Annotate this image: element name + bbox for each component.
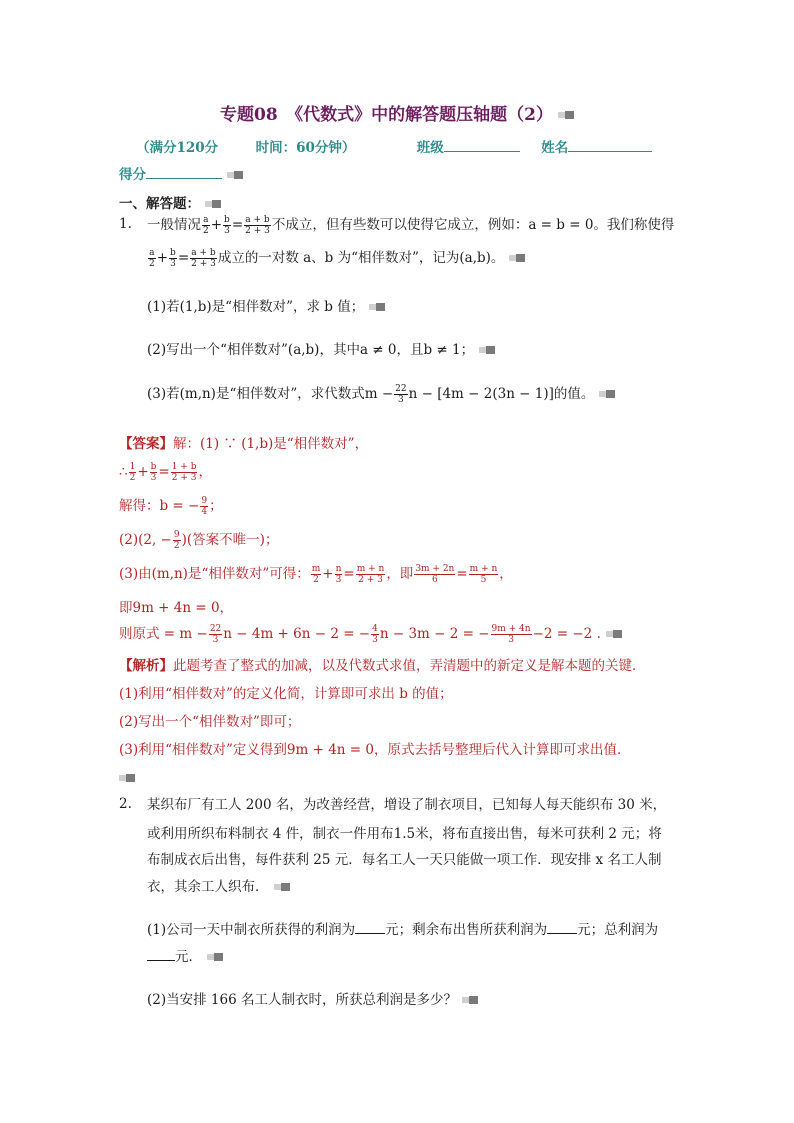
analysis1-line3: (2)写出一个“相伴数对”即可；	[119, 714, 301, 730]
fraction: $\frac{a + b}{2 + 3}$	[245, 215, 270, 236]
q1-part1: (1)若(1,b)是“相伴数对”，求 b 值；	[147, 295, 385, 315]
q1-number: 1.	[119, 216, 132, 232]
image-marker-icon	[558, 111, 574, 120]
image-marker-icon	[369, 303, 385, 312]
image-marker-icon	[479, 346, 495, 355]
image-marker-icon	[119, 774, 135, 783]
fraction: $\frac{b}{3}$	[170, 248, 176, 269]
fraction: $\frac{9}{2}$	[173, 530, 180, 551]
fraction: $\frac{b}{3}$	[150, 462, 157, 483]
blank-total-profit[interactable]	[147, 948, 175, 961]
analysis1-line4: (3)利用“相伴数对”定义得到9m + 4n = 0，原式去括号整理后代入计算即可求出值．	[119, 742, 631, 758]
q1-line1: 一般情况 $\frac{a}{2}$ + $\frac{b}{3}$ = $\frac{a + b}{2 + 3}$ 不成立，但有些数可以使得它成立，例如：a = b = 0。我们称使得	[147, 215, 675, 236]
fraction: $\frac{9m + 4n}{3}$	[491, 624, 531, 645]
name-blank[interactable]	[568, 139, 652, 152]
image-marker-icon	[227, 171, 243, 180]
answer1-line1: 【答案】解：(1) ∵ (1,b)是“相伴数对”，	[119, 436, 369, 452]
fraction: $\frac{m + n}{2 + 3}$	[356, 564, 385, 585]
fraction: $\frac{m + n}{5}$	[469, 564, 498, 585]
fraction: $\frac{3m + 2n}{6}$	[415, 564, 455, 585]
score-blank[interactable]	[146, 166, 222, 179]
answer1-line6: 即9m + 4n = 0，	[119, 600, 234, 616]
answer1-line2: ∴ $\frac{1}{2}$ + $\frac{b}{3}$ = $\frac{1 + b}{2 + 3}$ ，	[119, 462, 212, 483]
image-marker-icon	[599, 390, 615, 399]
score-line	[119, 163, 243, 183]
fraction: $\frac{m}{2}$	[311, 564, 321, 585]
score-label: 得分	[119, 167, 146, 183]
q1-part3: (3)若(m,n)是“相伴数对”，求代数式m − $\frac{22}{3}$ n − [4m − 2(3n − 1)]的值。	[147, 382, 615, 405]
answer1-line3: 解得：b = − $\frac{9}{4}$ ；	[119, 496, 223, 517]
fraction: $\frac{22}{3}$	[395, 384, 407, 405]
answer1-line5: (3)由(m,n)是“相伴数对”可得： $\frac{m}{2}$ + $\frac{n}{3}$ = $\frac{m + n}{2 + 3}$ ，即 $\frac{3m + 2n}{6}$ = $\frac{m + n}{5}$ ，	[119, 564, 513, 585]
blank-cloth-profit[interactable]	[547, 921, 577, 934]
image-marker-icon	[207, 953, 223, 962]
image-marker-icon	[606, 630, 622, 639]
q2-line2: 或利用所织布料制衣 4 件，制衣一件用布1.5米，将布直接出售，每米可获利 2 元；将	[147, 826, 662, 842]
image-marker-icon	[205, 200, 221, 209]
image-marker-icon	[274, 883, 290, 892]
q1-part2: (2)写出一个“相伴数对”(a,b)，其中a ≠ 0，且b ≠ 1；	[147, 338, 495, 358]
q2-line3: 布制成衣后出售，每件获利 25 元．每名工人一天只能做一项工作．现安排 x 名工人制	[147, 852, 662, 868]
q2-number: 2.	[119, 796, 132, 812]
blank-clothing-profit[interactable]	[355, 921, 385, 934]
time-limit: 时间：60分钟）	[255, 140, 356, 156]
fraction: $\frac{22}{3}$	[209, 624, 222, 645]
analysis-tag: 【解析】	[119, 658, 173, 674]
q2-line4: 衣，其余工人织布．	[147, 875, 290, 895]
q2-line1: 某织布厂有工人 200 名，为改善经营，增设了制衣项目，已知每人每天能织布 30 米，	[147, 797, 667, 813]
image-marker-icon	[462, 996, 478, 1005]
fraction: $\frac{9}{4}$	[201, 496, 208, 517]
class-blank[interactable]	[444, 139, 520, 152]
fraction: $\frac{a}{2}$	[203, 215, 209, 236]
q2-part2: (2)当安排 166 名工人制衣时，所获总利润是多少？	[147, 988, 478, 1008]
answer-tag: 【答案】	[119, 436, 173, 452]
image-marker-icon	[509, 254, 525, 263]
class-label: 班级	[416, 140, 444, 156]
page-title: 专题08 《代数式》中的解答题压轴题（2）	[0, 100, 794, 125]
header-info-line	[136, 136, 652, 156]
fraction: $\frac{1}{2}$	[129, 462, 136, 483]
fraction: $\frac{b}{3}$	[224, 215, 230, 236]
answer1-line7: 则原式 = m − $\frac{22}{3}$ n − 4m + 6n − 2 = − $\frac{4}{3}$ n − 3m − 2 = − $\frac{9m + 4n}{3}$ −2 = −2 .	[119, 622, 622, 645]
fraction: $\frac{n}{3}$	[335, 564, 342, 585]
fraction: $\frac{1 + b}{2 + 3}$	[171, 462, 197, 483]
full-score: （满分120分	[136, 140, 219, 156]
fraction: $\frac{a}{2}$	[149, 248, 155, 269]
name-label: 姓名	[541, 140, 569, 156]
fraction: $\frac{4}{3}$	[372, 624, 378, 645]
q2-part1-line1: (1)公司一天中制衣所获得的利润为 元；剩余布出售所获利润为 元；总利润为	[147, 922, 659, 938]
analysis1-line2: (1)利用“相伴数对”的定义化简，计算即可求出 b 的值；	[119, 686, 453, 702]
section-title: 一、解答题：	[119, 192, 221, 212]
analysis1-end	[119, 770, 135, 786]
analysis1-line1: 【解析】此题考查了整式的加减，以及代数式求值，弄清题中的新定义是解本题的关键．	[119, 658, 646, 674]
fraction: $\frac{a + b}{2 + 3}$	[191, 248, 216, 269]
answer1-line4: (2)(2, − $\frac{9}{2}$ )(答案不唯一)；	[119, 530, 279, 551]
q1-line2: $\frac{a}{2}$ + $\frac{b}{3}$ = $\frac{a + b}{2 + 3}$ 成立的一对数 a、b 为“相伴数对”，记为(a,b)。	[147, 246, 525, 269]
q2-part1-line2: 元．	[147, 945, 223, 965]
